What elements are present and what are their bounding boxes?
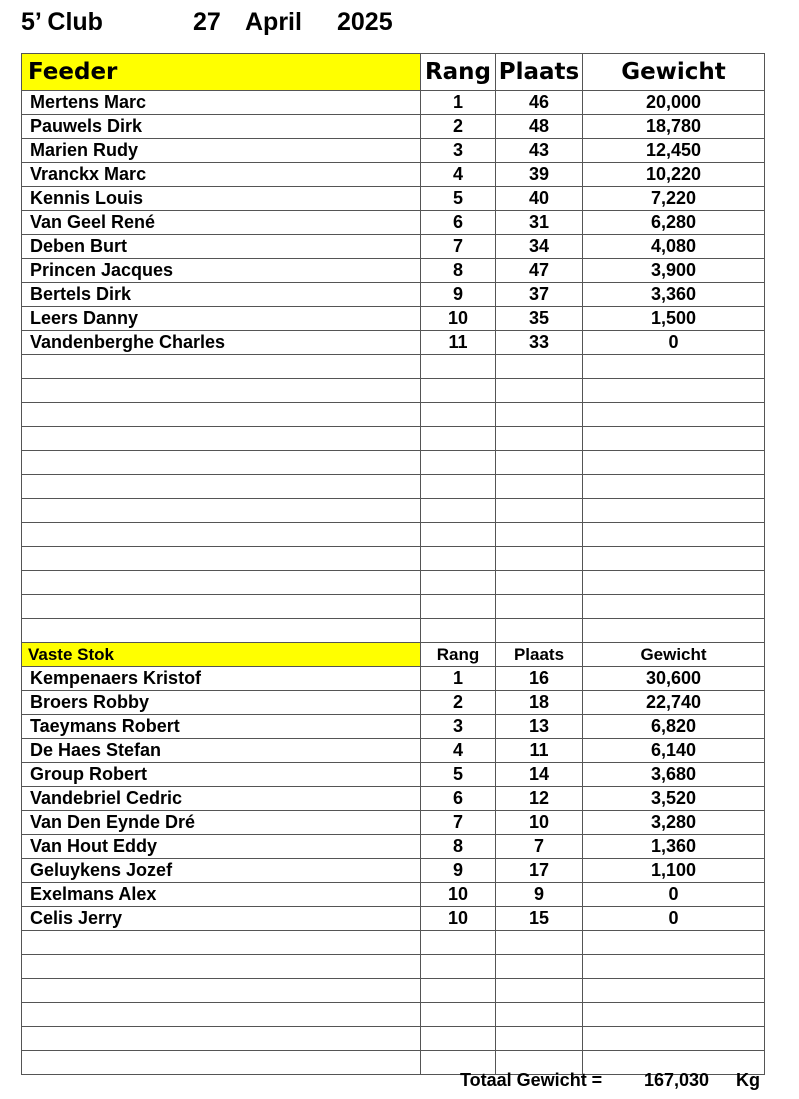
cell-name: Celis Jerry <box>22 907 421 931</box>
empty-cell <box>22 595 421 619</box>
feeder-header-row <box>22 54 765 91</box>
results-table <box>21 53 765 1075</box>
empty-cell <box>421 379 496 403</box>
cell-gewicht: 30,600 <box>583 667 765 691</box>
table-row <box>22 91 765 115</box>
cell-rang: 8 <box>421 259 496 283</box>
empty-cell <box>22 619 421 643</box>
cell-plaats: 11 <box>496 739 583 763</box>
cell-name: Mertens Marc <box>22 91 421 115</box>
total-weight <box>460 1070 760 1091</box>
cell-plaats: 16 <box>496 667 583 691</box>
cell-name: Group Robert <box>22 763 421 787</box>
cell-name: Leers Danny <box>22 307 421 331</box>
cell-rang: 4 <box>421 739 496 763</box>
empty-cell <box>496 595 583 619</box>
cell-rang: 7 <box>421 811 496 835</box>
cell-plaats: 9 <box>496 883 583 907</box>
empty-cell <box>421 1003 496 1027</box>
empty-cell <box>22 403 421 427</box>
empty-cell <box>496 499 583 523</box>
table-row <box>22 883 765 907</box>
empty-cell <box>22 1003 421 1027</box>
empty-cell <box>421 355 496 379</box>
cell-rang: 5 <box>421 763 496 787</box>
cell-gewicht: 3,360 <box>583 283 765 307</box>
empty-row <box>22 427 765 451</box>
table-row <box>22 763 765 787</box>
empty-row <box>22 979 765 1003</box>
table-row <box>22 835 765 859</box>
empty-cell <box>496 427 583 451</box>
empty-cell <box>496 475 583 499</box>
cell-rang: 6 <box>421 787 496 811</box>
table-row <box>22 187 765 211</box>
cell-name: Vandebriel Cedric <box>22 787 421 811</box>
empty-row <box>22 355 765 379</box>
table-row <box>22 715 765 739</box>
empty-row <box>22 475 765 499</box>
empty-cell <box>421 979 496 1003</box>
cell-rang: 2 <box>421 115 496 139</box>
cell-gewicht: 10,220 <box>583 163 765 187</box>
empty-cell <box>22 523 421 547</box>
cell-gewicht: 3,680 <box>583 763 765 787</box>
cell-rang: 2 <box>421 691 496 715</box>
feeder-header-gewicht: Gewicht <box>583 54 765 91</box>
empty-cell <box>583 355 765 379</box>
empty-cell <box>421 931 496 955</box>
cell-gewicht: 12,450 <box>583 139 765 163</box>
feeder-header-plaats: Plaats <box>496 54 583 91</box>
empty-cell <box>421 955 496 979</box>
table-row <box>22 259 765 283</box>
table-row <box>22 235 765 259</box>
empty-cell <box>496 451 583 475</box>
empty-cell <box>583 571 765 595</box>
cell-rang: 4 <box>421 163 496 187</box>
vaste-stok-header-gewicht: Gewicht <box>583 643 765 667</box>
empty-cell <box>421 523 496 547</box>
cell-name: Kempenaers Kristof <box>22 667 421 691</box>
empty-cell <box>496 523 583 547</box>
empty-cell <box>22 571 421 595</box>
cell-name: Bertels Dirk <box>22 283 421 307</box>
table-row <box>22 283 765 307</box>
cell-gewicht: 6,140 <box>583 739 765 763</box>
cell-name: Van Den Eynde Dré <box>22 811 421 835</box>
cell-gewicht: 1,360 <box>583 835 765 859</box>
empty-cell <box>496 547 583 571</box>
cell-plaats: 40 <box>496 187 583 211</box>
empty-cell <box>583 1003 765 1027</box>
table-row <box>22 787 765 811</box>
table-row <box>22 163 765 187</box>
cell-plaats: 35 <box>496 307 583 331</box>
empty-cell <box>421 595 496 619</box>
total-weight-label: Totaal Gewicht = <box>460 1070 603 1090</box>
empty-row <box>22 595 765 619</box>
empty-cell <box>496 931 583 955</box>
empty-cell <box>583 595 765 619</box>
empty-cell <box>583 451 765 475</box>
empty-cell <box>583 403 765 427</box>
empty-cell <box>583 427 765 451</box>
table-row <box>22 307 765 331</box>
cell-name: Princen Jacques <box>22 259 421 283</box>
cell-plaats: 34 <box>496 235 583 259</box>
empty-row <box>22 931 765 955</box>
cell-plaats: 46 <box>496 91 583 115</box>
cell-gewicht: 6,820 <box>583 715 765 739</box>
empty-cell <box>496 355 583 379</box>
date-year: 2025 <box>337 8 393 36</box>
empty-cell <box>496 1027 583 1051</box>
cell-name: Van Hout Eddy <box>22 835 421 859</box>
cell-plaats: 17 <box>496 859 583 883</box>
empty-row <box>22 1003 765 1027</box>
cell-name: Geluykens Jozef <box>22 859 421 883</box>
feeder-section-label: Feeder <box>22 54 421 91</box>
feeder-header-rang: Rang <box>421 54 496 91</box>
empty-cell <box>496 379 583 403</box>
cell-plaats: 39 <box>496 163 583 187</box>
cell-rang: 9 <box>421 283 496 307</box>
empty-cell <box>496 955 583 979</box>
vaste-stok-header-rang: Rang <box>421 643 496 667</box>
empty-cell <box>496 979 583 1003</box>
empty-cell <box>496 571 583 595</box>
cell-name: Exelmans Alex <box>22 883 421 907</box>
cell-rang: 3 <box>421 715 496 739</box>
vaste-stok-section-label: Vaste Stok <box>22 643 421 667</box>
cell-rang: 6 <box>421 211 496 235</box>
page-title <box>21 8 393 37</box>
empty-cell <box>22 427 421 451</box>
cell-plaats: 15 <box>496 907 583 931</box>
empty-cell <box>583 955 765 979</box>
empty-cell <box>583 475 765 499</box>
cell-name: Kennis Louis <box>22 187 421 211</box>
date-month: April <box>245 8 302 36</box>
cell-plaats: 33 <box>496 331 583 355</box>
table-row <box>22 811 765 835</box>
cell-rang: 9 <box>421 859 496 883</box>
cell-rang: 10 <box>421 883 496 907</box>
cell-plaats: 10 <box>496 811 583 835</box>
empty-cell <box>583 499 765 523</box>
empty-cell <box>421 547 496 571</box>
empty-row <box>22 571 765 595</box>
cell-rang: 11 <box>421 331 496 355</box>
cell-rang: 8 <box>421 835 496 859</box>
cell-name: Vranckx Marc <box>22 163 421 187</box>
empty-cell <box>22 1051 421 1075</box>
empty-cell <box>22 499 421 523</box>
cell-plaats: 12 <box>496 787 583 811</box>
empty-cell <box>421 571 496 595</box>
cell-gewicht: 1,100 <box>583 859 765 883</box>
empty-cell <box>22 355 421 379</box>
cell-gewicht: 3,280 <box>583 811 765 835</box>
cell-rang: 10 <box>421 907 496 931</box>
empty-row <box>22 451 765 475</box>
table-row <box>22 331 765 355</box>
empty-cell <box>22 451 421 475</box>
table-row <box>22 691 765 715</box>
empty-row <box>22 547 765 571</box>
empty-cell <box>421 427 496 451</box>
cell-rang: 1 <box>421 667 496 691</box>
cell-gewicht: 18,780 <box>583 115 765 139</box>
cell-gewicht: 20,000 <box>583 91 765 115</box>
empty-cell <box>583 547 765 571</box>
cell-plaats: 43 <box>496 139 583 163</box>
cell-gewicht: 0 <box>583 907 765 931</box>
empty-cell <box>496 619 583 643</box>
cell-name: Vandenberghe Charles <box>22 331 421 355</box>
cell-gewicht: 1,500 <box>583 307 765 331</box>
cell-name: De Haes Stefan <box>22 739 421 763</box>
table-row <box>22 115 765 139</box>
empty-cell <box>421 451 496 475</box>
cell-gewicht: 0 <box>583 331 765 355</box>
cell-gewicht: 7,220 <box>583 187 765 211</box>
cell-rang: 7 <box>421 235 496 259</box>
cell-plaats: 37 <box>496 283 583 307</box>
empty-cell <box>583 379 765 403</box>
cell-plaats: 14 <box>496 763 583 787</box>
cell-rang: 3 <box>421 139 496 163</box>
table-row <box>22 907 765 931</box>
empty-cell <box>421 403 496 427</box>
empty-cell <box>496 1003 583 1027</box>
empty-row <box>22 499 765 523</box>
cell-name: Deben Burt <box>22 235 421 259</box>
cell-gewicht: 4,080 <box>583 235 765 259</box>
total-weight-value: 167,030 <box>644 1070 710 1090</box>
cell-plaats: 18 <box>496 691 583 715</box>
table-row <box>22 739 765 763</box>
cell-name: Broers Robby <box>22 691 421 715</box>
cell-plaats: 7 <box>496 835 583 859</box>
cell-plaats: 48 <box>496 115 583 139</box>
empty-cell <box>22 547 421 571</box>
cell-plaats: 31 <box>496 211 583 235</box>
empty-row <box>22 619 765 643</box>
empty-cell <box>22 979 421 1003</box>
empty-cell <box>421 475 496 499</box>
cell-gewicht: 3,520 <box>583 787 765 811</box>
empty-cell <box>22 475 421 499</box>
table-row <box>22 211 765 235</box>
empty-cell <box>496 403 583 427</box>
cell-rang: 5 <box>421 187 496 211</box>
cell-plaats: 47 <box>496 259 583 283</box>
empty-cell <box>583 619 765 643</box>
empty-cell <box>421 619 496 643</box>
cell-plaats: 13 <box>496 715 583 739</box>
cell-gewicht: 3,900 <box>583 259 765 283</box>
empty-row <box>22 955 765 979</box>
empty-cell <box>583 979 765 1003</box>
empty-cell <box>22 955 421 979</box>
empty-row <box>22 523 765 547</box>
table-row <box>22 139 765 163</box>
empty-cell <box>421 1027 496 1051</box>
cell-name: Van Geel René <box>22 211 421 235</box>
vaste-stok-header-plaats: Plaats <box>496 643 583 667</box>
date-day: 27 <box>193 8 221 36</box>
empty-cell <box>22 379 421 403</box>
table-row <box>22 667 765 691</box>
empty-cell <box>421 499 496 523</box>
empty-row <box>22 379 765 403</box>
cell-name: Marien Rudy <box>22 139 421 163</box>
empty-cell <box>22 931 421 955</box>
empty-cell <box>583 523 765 547</box>
club-name: 5’ Club <box>21 8 103 36</box>
vaste-stok-header-row <box>22 643 765 667</box>
cell-rang: 1 <box>421 91 496 115</box>
empty-cell <box>583 1027 765 1051</box>
cell-rang: 10 <box>421 307 496 331</box>
cell-gewicht: 0 <box>583 883 765 907</box>
cell-name: Taeymans Robert <box>22 715 421 739</box>
empty-row <box>22 1027 765 1051</box>
cell-name: Pauwels Dirk <box>22 115 421 139</box>
table-row <box>22 859 765 883</box>
total-weight-unit: Kg <box>736 1070 760 1090</box>
empty-cell <box>583 931 765 955</box>
cell-gewicht: 22,740 <box>583 691 765 715</box>
empty-cell <box>22 1027 421 1051</box>
cell-gewicht: 6,280 <box>583 211 765 235</box>
empty-row <box>22 403 765 427</box>
